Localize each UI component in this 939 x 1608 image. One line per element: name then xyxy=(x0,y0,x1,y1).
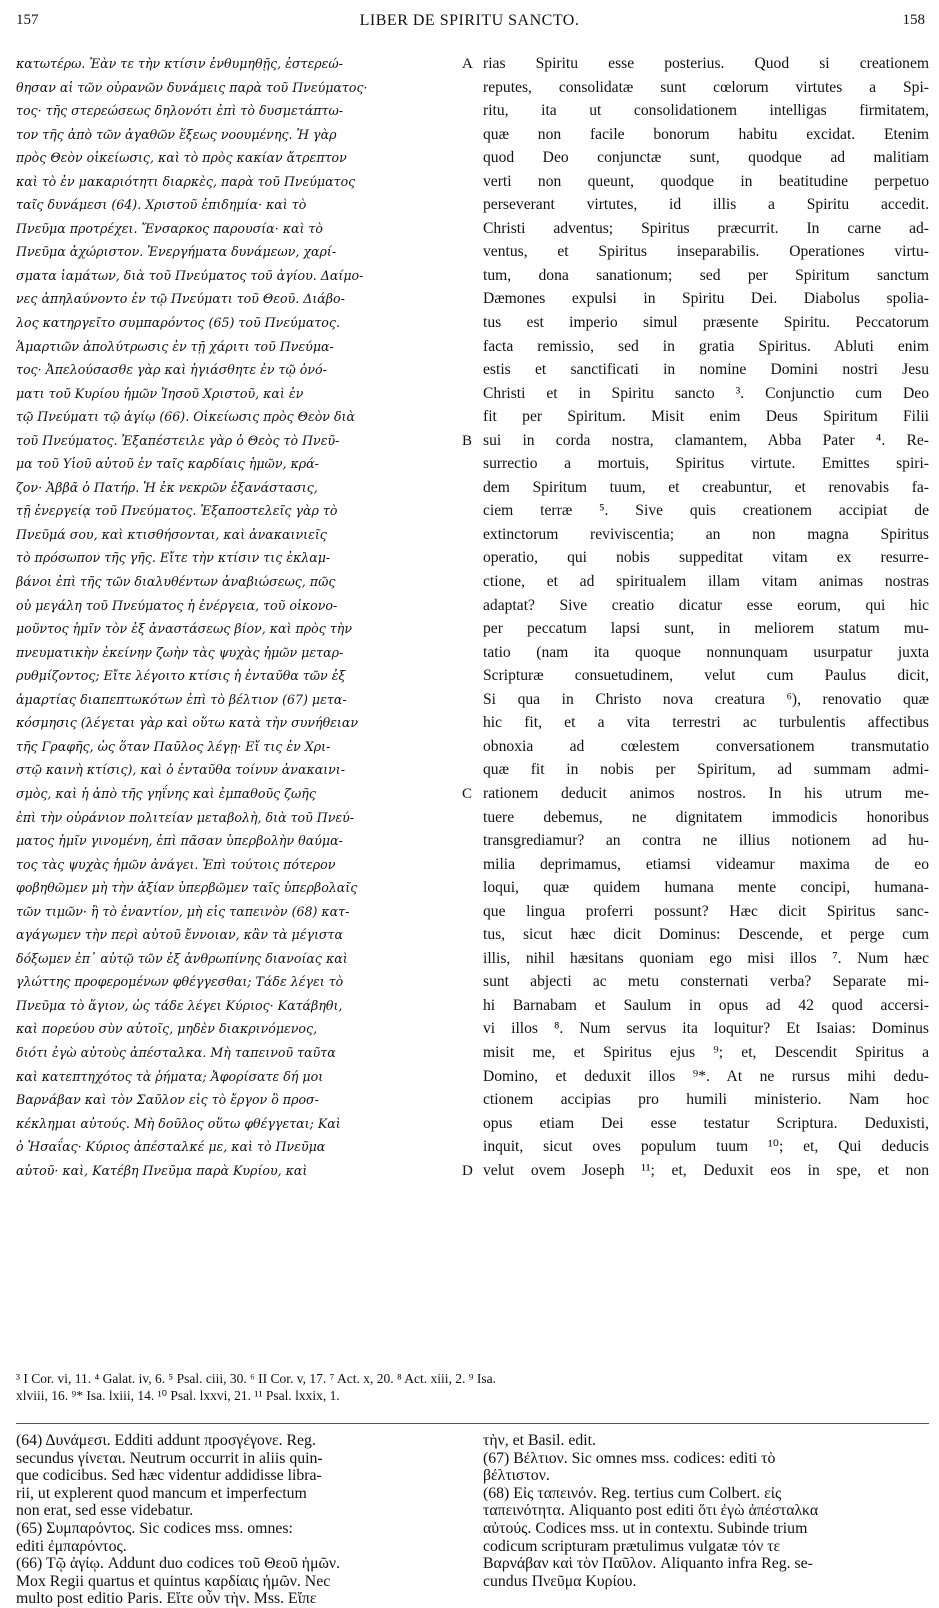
latin-text-line: que lingua proferri possunt? Hæc dicit Spiritus sanc- xyxy=(483,902,929,920)
greek-text-line: ματος ἡμῖν γινομένη, ἐπὶ πᾶσαν ὑπερβολὴν θαύμα- xyxy=(16,833,343,849)
footnote-line: (65) Συμπαρόντος. Sic codices mss. omnes: xyxy=(16,1519,293,1537)
greek-text-line: ρυθμίζοντος; Εἴτε λέγοιτο κτίσις ἡ ἐνταῦθα τῶν ἐξ xyxy=(16,668,346,684)
running-title: LIBER DE SPIRITU SANCTO. xyxy=(359,12,580,29)
greek-text-line: ἁμαρτίας διαπεπτωκότων ἐπὶ τὸ βέλτιον (67) μετα- xyxy=(16,691,347,707)
greek-text-column xyxy=(16,52,456,1182)
latin-text-line: rationem deducit animos nostros. In his utrum me- xyxy=(483,784,929,802)
scripture-references xyxy=(16,1370,929,1404)
greek-text-line: Πνεῦμα προτρέχει. Ἔνσαρκος παρουσία· καὶ τὸ xyxy=(16,220,323,236)
footnote-line: (64) Δυνάμεσι. Edditi addunt προσγέγονε. Reg. xyxy=(16,1432,316,1449)
greek-text-line: σμὸς, καὶ ἡ ἀπὸ τῆς γηΐνης καὶ ἐμπαθοῦς ζωῆς xyxy=(16,785,316,801)
latin-text-line: adaptat? Sive creatio dicatur esse eorum, qui hic xyxy=(483,596,929,614)
latin-text-line: Si qua in Christo nova creatura ⁶), renovatio quæ xyxy=(483,690,929,708)
greek-text-line: καὶ πορεύου σὺν αὐτοῖς, μηδὲν διακρινόμενος, xyxy=(16,1021,318,1037)
footnote-line: Mox Regii quartus et quintus καρδίαις ἡμῶν. Nec xyxy=(16,1572,331,1590)
latin-text-line: velut ovem Joseph ¹¹; et, Deduxit eos in spe, et non xyxy=(483,1161,929,1179)
footnote-line: (67) Βέλτιον. Sic omnes mss. codices: editi τὸ xyxy=(483,1449,776,1467)
greek-text-line: ταῖς δυνάμεσι (64). Χριστοῦ ἐπιδημία· καὶ τὸ xyxy=(16,197,307,213)
greek-text-line: κέκλημαι αὐτούς. Μὴ δοῦλος οὕτω φθέγγεται; Καὶ xyxy=(16,1115,341,1131)
greek-text-line: καὶ κατεπτηχότος τὰ ῥήματα; Ἀφορίσατε δή μοι xyxy=(16,1068,324,1084)
greek-text-line: πνευματικὴν ἐκείνην ζωὴν τὰς ψυχὰς ἡμῶν μεταρ- xyxy=(16,644,344,660)
greek-text-line: φοβηθῶμεν μὴ τὴν ἀξίαν ὑπερβῶμεν ταῖς ὑπερβολαῖς xyxy=(16,880,358,896)
latin-text-line: transgrediamur? an contra ne illius notionem ad hu- xyxy=(483,832,929,850)
running-header xyxy=(0,12,939,36)
footnotes-right-column xyxy=(483,1432,929,1590)
footnote-line: αὐτούς. Codices mss. ut in contextu. Subinde trium xyxy=(483,1519,808,1537)
greek-text-line: σματα ἰαμάτων, διὰ τοῦ Πνεύματος τοῦ ἁγίου. Δαίμο- xyxy=(16,267,364,283)
footnote-line: βέλτιστον. xyxy=(483,1467,550,1485)
greek-text-line: δόξωμεν ἐπ᾽ αὐτῷ τῶν ἐξ ἀνθρωπίνης διανοίας καὶ xyxy=(16,950,348,966)
latin-text-line: loqui, quæ quidem humana mente concipi, humana- xyxy=(483,879,929,897)
footnote-line: secundus γίνεται. Neutrum occurrit in aliis quin- xyxy=(16,1449,323,1467)
margin-letter-c: C xyxy=(462,786,473,802)
latin-text-line: per peccatum lapsi sunt, in meliorem statum mu- xyxy=(483,620,929,638)
greek-text-line: Ἁμαρτιῶν ἀπολύτρωσις ἐν τῇ χάριτι τοῦ Πνεύμα- xyxy=(16,338,334,354)
greek-text-line: γλώττης προφερομένων φθέγγεσθαι; Τάδε λέγει τὸ xyxy=(16,974,344,990)
latin-text-line: estis et sanctificati in nomine Domini nostri Jesu xyxy=(483,361,929,379)
latin-text-line: quod Deo conjunctæ sunt, quodque ad malitiam xyxy=(483,149,929,167)
greek-text-line: τον τῆς ἀπὸ τῶν ἀγαθῶν ἕξεως νοουμένης. Ἡ γὰρ xyxy=(16,126,337,142)
footnote-line: multo post editio Paris. Εἴτε οὖν τὴν. Mss. Εἴπε xyxy=(16,1590,317,1608)
greek-text-line: τῆς Γραφῆς, ὡς ὅταν Παῦλος λέγῃ· Εἴ τις ἐν Χρι- xyxy=(16,738,331,754)
latin-text-line: operatio, qui nobis suppeditat vitam ex resurre- xyxy=(483,549,929,567)
latin-text-line: perseverant virtutes, id illis a Spiritu accedit. xyxy=(483,196,929,214)
latin-text-line: misit me, et Spiritus ejus ⁹; et, Descendit Spiritus a xyxy=(483,1043,929,1061)
latin-text-line: surrectio a mortuis, Spiritus virtute. Emittes spiri- xyxy=(483,455,929,473)
latin-text-line: vi illos ⁸. Num servus ita loquitur? Et Isaias: Dominus xyxy=(483,1020,929,1038)
greek-text-line: κατωτέρω. Ἐὰν τε τὴν κτίσιν ἐνθυμηθῇς, ἐστερεώ- xyxy=(16,56,343,71)
greek-text-line: κόσμησις (λέγεται γὰρ καὶ οὕτω κατὰ τὴν συνήθειαν xyxy=(16,715,359,731)
greek-text-line: τος τὰς ψυχὰς ἡμῶν ἀνάγει. Ἐπὶ τούτοις πότερον xyxy=(16,856,336,872)
greek-text-line: βάνοι ἐπὶ τῆς τῶν διαλυθέντων ἀναβιώσεως, πῶς xyxy=(16,574,336,590)
footnote-line: Βαρνάβαν καὶ τὸν Παῦλον. Aliquanto infra Reg. se- xyxy=(483,1555,813,1573)
greek-text-line: τῶν τιμῶν· ἢ τὸ ἐναντίον, μὴ εἰς ταπεινὸν (68) κατ- xyxy=(16,903,350,919)
greek-text-line: λος κατηργεῖτο συμπαρόντος (65) τοῦ Πνεύματος. xyxy=(16,315,340,331)
latin-text-line: hic fit, et a vita terrestri ac turbulentis affectibus xyxy=(483,714,929,732)
latin-text-line: reputes, consolidatæ sunt cœlorum virtutes a Spi- xyxy=(483,78,929,96)
latin-text-line: facta remissio, sed in gratia Spiritus. Abluti enim xyxy=(483,337,929,355)
margin-letter-a: A xyxy=(462,56,473,72)
latin-text-line: ritu, ita ut consolidationem intelligas firmitatem, xyxy=(483,102,929,120)
greek-text-line: ζον· Ἀββᾶ ὁ Πατήρ. Ἡ ἐκ νεκρῶν ἐξανάστασις, xyxy=(16,479,318,495)
latin-text-line: quæ fit in nobis per Spiritum, ad summam admi- xyxy=(483,761,929,779)
latin-text-line: Christi et in Spiritu sancto ³. Conjunctio cum Deo xyxy=(483,384,929,402)
footnote-line: cundus Πνεῦμα Κυρίου. xyxy=(483,1572,637,1590)
footnote-line: codicum scripturam prætulimus vulgatæ τόν τε xyxy=(483,1537,781,1555)
page-number-left: 157 xyxy=(16,12,39,28)
footnote-line: que codicibus. Sed hæc videntur addidisse libra- xyxy=(16,1467,322,1485)
latin-text-line: rias Spiritu esse posterius. Quod si creationem xyxy=(483,55,929,72)
margin-letter-d: D xyxy=(462,1163,473,1179)
latin-text-line: tuere debemus, ne dignitatem immodicis honoribus xyxy=(483,808,929,826)
latin-text-line: obnoxia ad cœlestem conversationem transmutatio xyxy=(483,737,929,755)
latin-text-line: ventus, et Spiritus inseparabilis. Operationes virtu- xyxy=(483,243,929,261)
latin-text-line: ctionem accipias pro humili ministerio. Nam hoc xyxy=(483,1091,929,1109)
greek-text-line: Πνεῦμα ἀχώριστον. Ἐνεργήματα δυνάμεων, χαρί- xyxy=(16,244,337,260)
latin-text-column xyxy=(483,52,929,1182)
footnote-line: (68) Εἰς ταπεινόν. Reg. tertius cum Colbert. εἰς xyxy=(483,1484,782,1502)
greek-text-line: τῇ ἐνεργείᾳ τοῦ Πνεύματος. Ἐξαποστελεῖς γὰρ τὸ xyxy=(16,503,338,519)
greek-text-line: νες ἀπηλαύνοντο ἐν τῷ Πνεύματι τοῦ Θεοῦ. Διάβο- xyxy=(16,291,345,307)
greek-text-line: τοῦ Πνεύματος. Ἐξαπέστειλε γὰρ ὁ Θεὸς τὸ Πνεῦ- xyxy=(16,432,340,448)
greek-text-line: στῷ καινὴ κτίσις), καὶ ὁ ἐνταῦθα τοίνυν ἀνακαινι- xyxy=(16,762,346,778)
latin-text-line: hi Barnabam et Saulum in opus ad 42 quod accersi- xyxy=(483,996,929,1014)
latin-text-line: tum, dona sanationum; sed per Spiritum sanctum xyxy=(483,266,929,284)
greek-text-line: αὐτοῦ· καὶ, Κατέβη Πνεῦμα παρὰ Κυρίου, καὶ xyxy=(16,1162,308,1178)
footnote-divider xyxy=(16,1423,929,1424)
greek-text-line: ματι τοῦ Κυρίου ἡμῶν Ἰησοῦ Χριστοῦ, καὶ ἐν xyxy=(16,385,304,401)
latin-text-line: fit per Spiritum. Misit enim Deus Spiritum Filii xyxy=(483,408,929,426)
greek-text-line: Βαρνάβαν καὶ τὸν Σαῦλον εἰς τὸ ἔργον ὃ προσ- xyxy=(16,1092,319,1108)
latin-text-line: milia deprimamus, etiamsi videamur maxima de eo xyxy=(483,855,929,873)
greek-text-line: τὸ πρόσωπον τῆς γῆς. Εἴτε τὴν κτίσιν τις ἐκλαμ- xyxy=(16,550,331,566)
greek-text-line: καὶ τὸ ἐν μακαριότητι διαρκὲς, παρὰ τοῦ Πνεύματος xyxy=(16,173,356,189)
footnote-line: rii, ut explerent quod mancum et imperfectum xyxy=(16,1484,307,1502)
greek-text-line: Πνεῦμά σου, καὶ κτισθήσονται, καὶ ἀνακαινιεῖς xyxy=(16,526,327,542)
greek-text-line: τος· Ἀπελούσασθε γὰρ καὶ ἡγιάσθητε ἐν τῷ ὀνό- xyxy=(16,362,327,378)
latin-text-line: tus, sicut hæc dicit Dominus: Descende, et perge cum xyxy=(483,926,929,944)
footnote-line: non erat, sed esse videbatur. xyxy=(16,1502,194,1520)
latin-text-line: ciem terræ ⁵. Sive quis creationem accipiat de xyxy=(483,502,929,520)
greek-text-line: Πνεῦμα τὸ ἅγιον, ὡς τάδε λέγει Κύριος· Κατάβηθι, xyxy=(16,997,343,1013)
greek-text-line: μα τοῦ Υἱοῦ αὐτοῦ ἐν ταῖς καρδίαις ἡμῶν, κρά- xyxy=(16,456,319,472)
greek-text-line: ἐπὶ τὴν οὐράνιον πολιτείαν μεταβολὴ, διὰ τοῦ Πνεύ- xyxy=(16,809,355,825)
margin-letter-b: B xyxy=(462,433,473,449)
latin-text-line: Domino, et deduxit illos ⁹*. At ne rursus mihi dedu- xyxy=(483,1067,929,1085)
latin-text-line: extinctorum reviviscentia; an non magna Spiritus xyxy=(483,525,929,543)
latin-text-line: sunt abjecti ac metu consternati verba? Separate mi- xyxy=(483,973,929,991)
greek-text-line: διότι ἐγὼ αὐτοὺς ἀπέσταλκα. Μὴ ταπεινοῦ ταῦτα xyxy=(16,1044,336,1060)
footnote-line: τὴν, et Basil. edit. xyxy=(483,1432,597,1449)
latin-text-line: tus est imperio simul præsente Spiritu. Peccatorum xyxy=(483,314,929,332)
greek-text-line: πρὸς Θεὸν οἰκείωσις, καὶ τὸ πρὸς κακίαν ἄτρεπτον xyxy=(16,150,347,166)
greek-text-line: τῷ Πνεύματι τῷ ἁγίῳ (66). Οἰκείωσις πρὸς Θεὸν διὰ xyxy=(16,409,355,425)
latin-text-line: Dæmones expulsi in Spiritu Dei. Diabolus spolia- xyxy=(483,290,929,308)
latin-text-line: Christi adventus; Spiritus præcurrit. In carne ad- xyxy=(483,219,929,237)
footnote-line: editi ἐμπαρόντος. xyxy=(16,1537,127,1555)
greek-text-line: θησαν αἱ τῶν οὐρανῶν δυνάμεις παρὰ τοῦ Πνεύματος· xyxy=(16,79,368,95)
greek-text-line: αγάγωμεν τὴν περὶ αὐτοῦ ἔννοιαν, κἂν τὰ μέγιστα xyxy=(16,927,343,943)
scripture-reference-line: xlviii, 16. ⁹* Isa. lxiii, 14. ¹⁰ Psal. lxxvi, 21. ¹¹ Psal. lxxix, 1. xyxy=(16,1388,340,1403)
greek-text-line: τος· τῆς στερεώσεως δηλονότι ἐπὶ τὸ δυσμετάπτω- xyxy=(16,103,343,119)
latin-text-line: verti non queunt, quodque in beatitudine perpetuo xyxy=(483,172,929,190)
latin-text-line: illis, nihil hæsitans quoniam ego misi illos ⁷. Num hæc xyxy=(483,949,929,967)
scripture-reference-line: ³ I Cor. vi, 11. ⁴ Galat. iv, 6. ⁵ Psal. ciii, 30. ⁶ II Cor. v, 17. ⁷ Act. x, 20. ⁸ Act. xiii, 2. ⁹ Isa. xyxy=(16,1371,497,1386)
greek-text-line: ὁ Ἡσαΐας· Κύριος ἀπέσταλκέ με, καὶ τὸ Πνεῦμα xyxy=(16,1139,326,1155)
greek-text-line: μοῦντος ἡμῖν τὸν ἐξ ἀναστάσεως βίον, καὶ πρὸς τὴν xyxy=(16,621,352,637)
greek-text-line: οὐ μεγάλη τοῦ Πνεύματος ἡ ἐνέργεια, τοῦ οἰκονο- xyxy=(16,597,338,613)
latin-text-line: tatio (nam ita quoque nonnunquam usurpatur juxta xyxy=(483,643,929,661)
latin-text-line: inquit, sicut oves populum tuum ¹⁰; et, Qui deducis xyxy=(483,1138,929,1156)
latin-text-line: dem Spiritum tuum, et creabuntur, et renovabis fa- xyxy=(483,478,929,496)
footnotes-left-column xyxy=(16,1432,456,1608)
latin-text-line: sui in corda nostra, clamantem, Abba Pater ⁴. Re- xyxy=(483,431,929,449)
latin-text-line: ctione, et ad spiritualem illam vitam animas nostras xyxy=(483,573,929,591)
latin-text-line: opus etiam Dei esse testatur Scriptura. Deduxisti, xyxy=(483,1114,929,1132)
footnote-line: ταπεινότητα. Aliquanto post editi ὅτι ἐγὼ ἀπέσταλκα xyxy=(483,1502,819,1520)
latin-text-line: Scripturæ consuetudinem, velut cum Paulus dicit, xyxy=(483,667,929,685)
footnote-line: (66) Τῷ ἁγίῳ. Addunt duo codices τοῦ Θεοῦ ἡμῶν. xyxy=(16,1555,341,1573)
page-number-right: 158 xyxy=(902,12,925,28)
latin-text-line: quæ non facile bonorum habitu excidat. Etenim xyxy=(483,125,929,143)
